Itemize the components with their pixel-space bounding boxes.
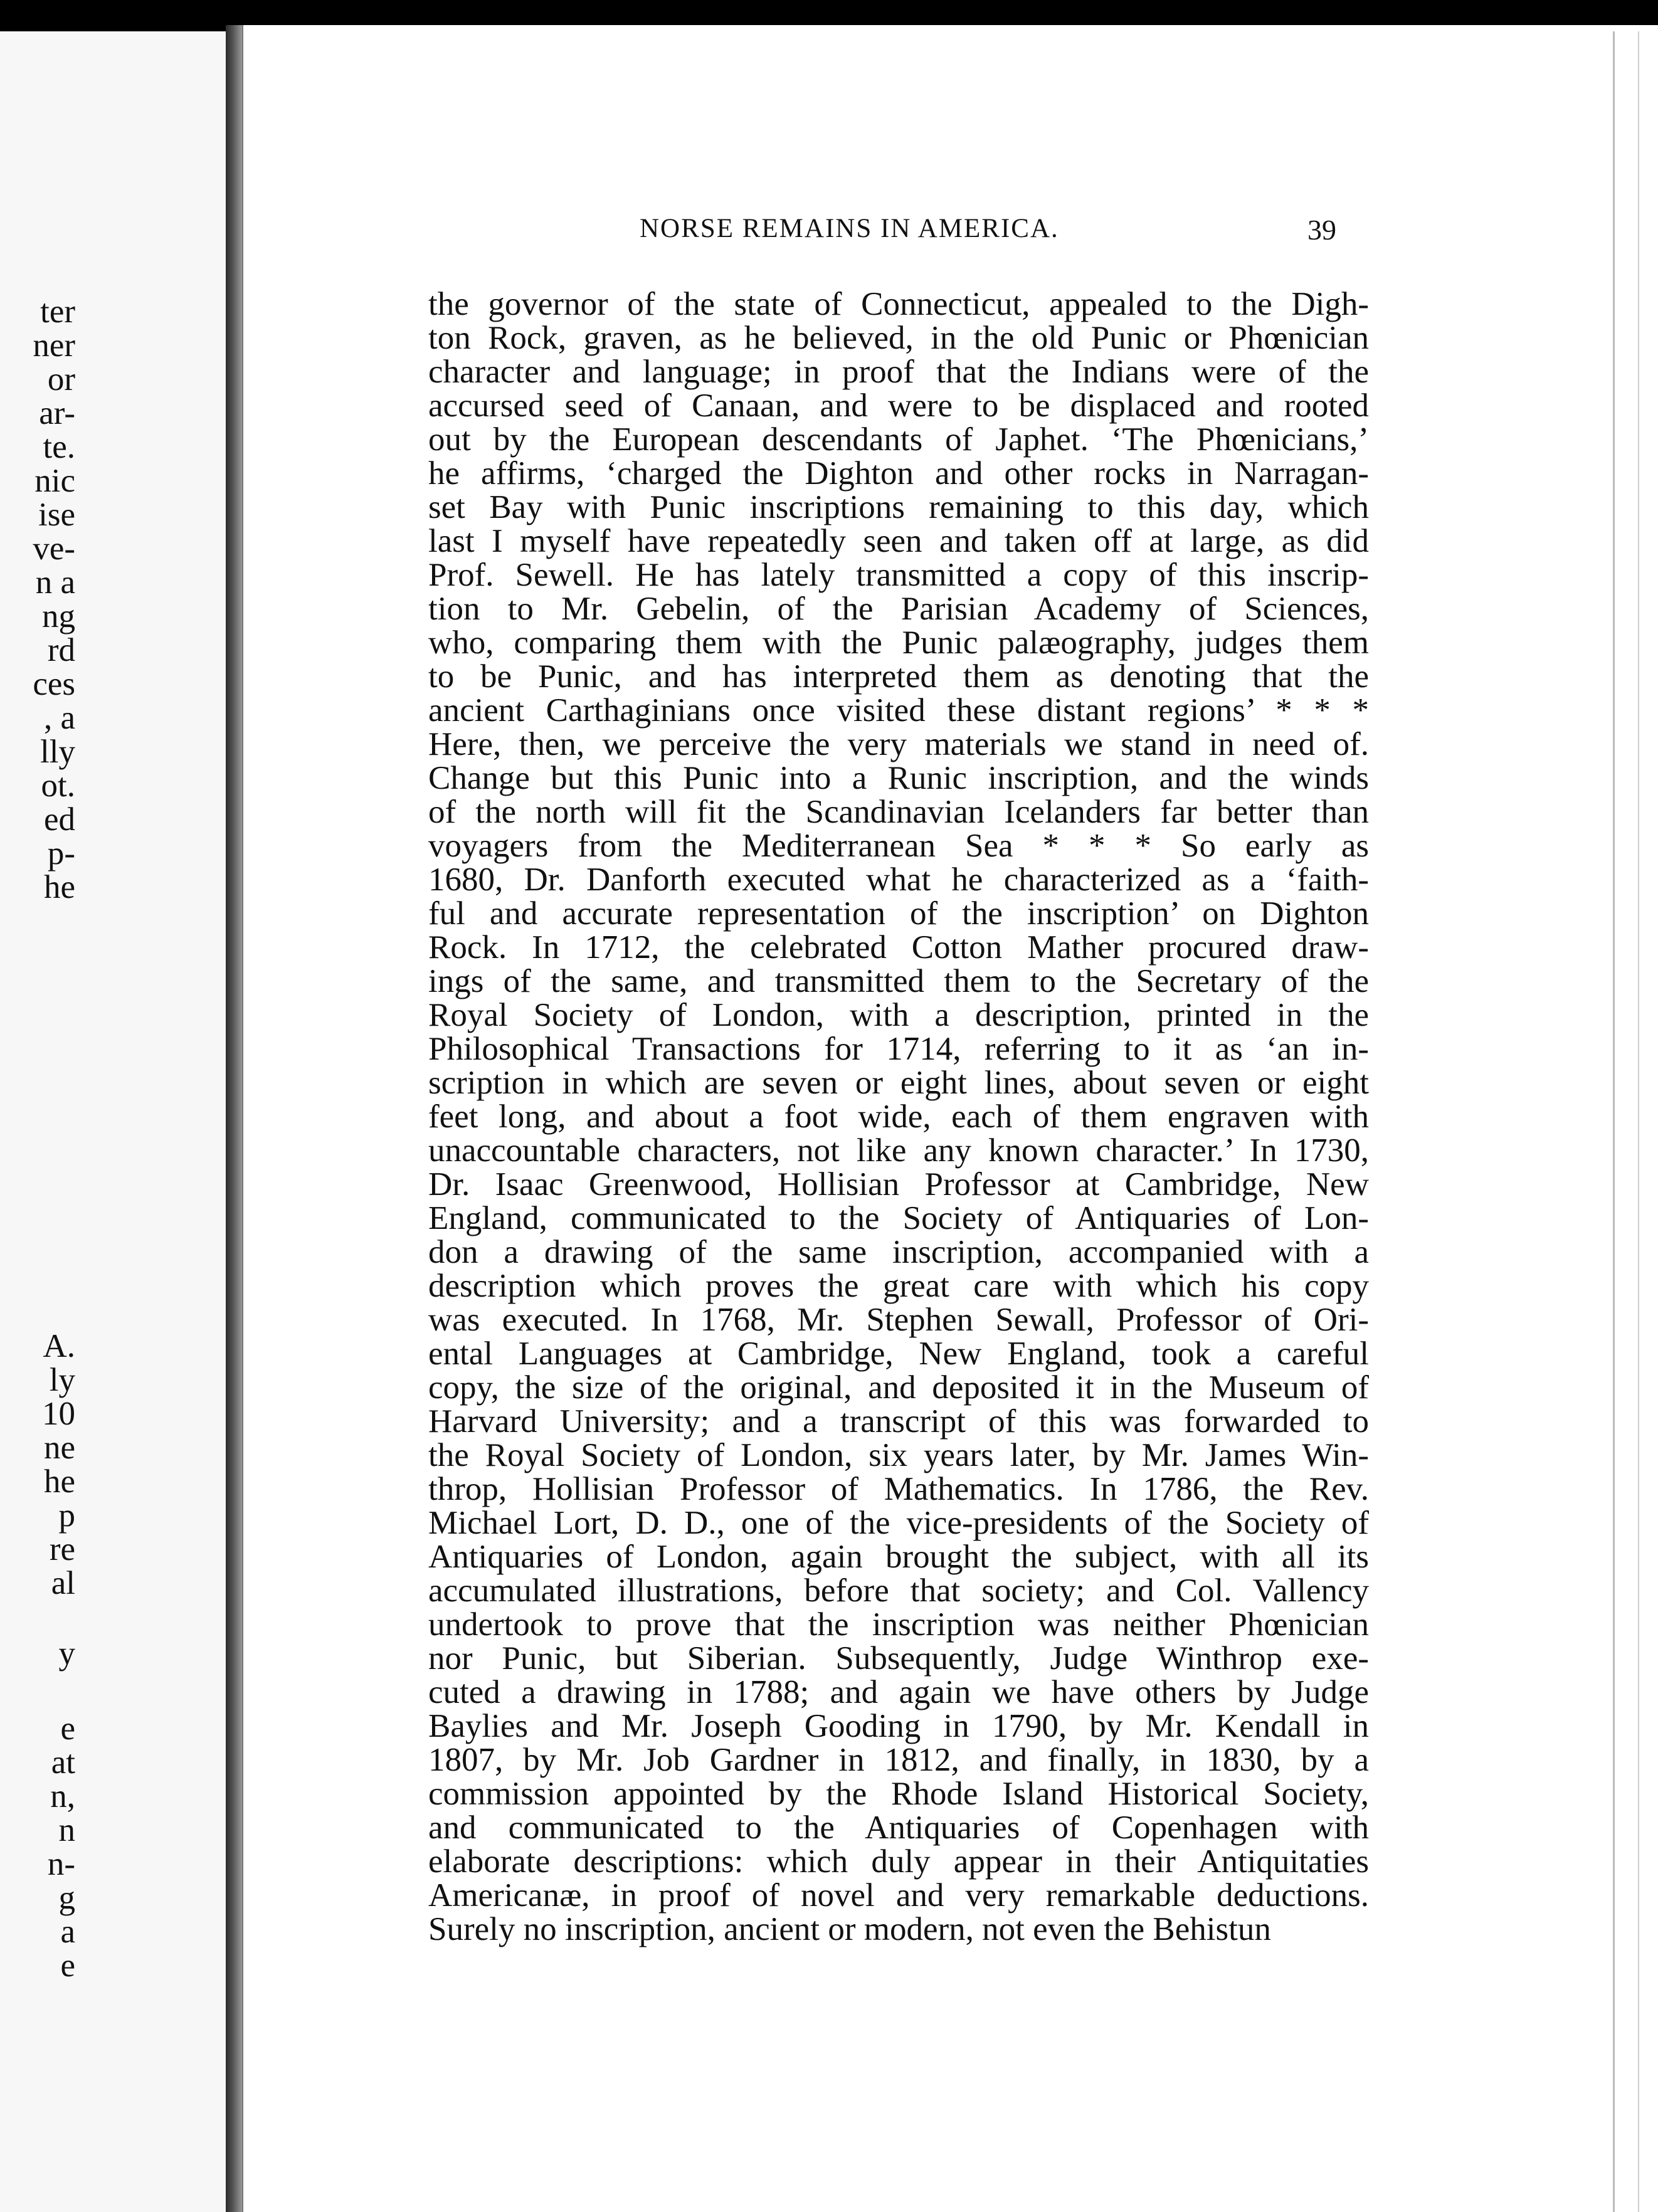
text-line: accumulated illustrations, before that society; and Col. Vallency <box>428 1572 1369 1609</box>
text-line: Prof. Sewell. He has lately transmitted a copy of this inscrip- <box>428 557 1369 593</box>
text-line: description which proves the great care with which his copy <box>428 1268 1369 1304</box>
book-gutter <box>226 25 242 2212</box>
prev-page-fragment: nic <box>34 463 75 499</box>
text-line: England, communicated to the Society of Antiquaries of Lon- <box>428 1200 1369 1236</box>
prev-page-fragment: ed <box>43 801 75 838</box>
text-line: Michael Lort, D. D., one of the vice-presidents of the Society of <box>428 1505 1369 1541</box>
prev-page-fragment: ar- <box>39 395 75 431</box>
text-line: elaborate descriptions: which duly appear in their Antiquitaties <box>428 1843 1369 1880</box>
text-line: set Bay with Punic inscriptions remaining to this day, which <box>428 489 1369 525</box>
text-line: of the north will fit the Scandinavian Icelanders far better than <box>428 794 1369 830</box>
text-line: commission appointed by the Rhode Island Historical Society, <box>428 1776 1369 1812</box>
text-line: feet long, and about a foot wide, each of them engraven with <box>428 1098 1369 1135</box>
page-number: 39 <box>1307 214 1336 246</box>
prev-page-fragment: ces <box>33 666 75 702</box>
text-line: undertook to prove that the inscription was neither Phœnician <box>428 1606 1369 1643</box>
prev-page-fragment: or <box>47 361 75 398</box>
text-line: Royal Society of London, with a description, printed in the <box>428 997 1369 1033</box>
prev-page-fragment: he <box>43 1463 75 1500</box>
running-header-title: NORSE REMAINS IN AMERICA. <box>640 214 1059 243</box>
text-line: 1680, Dr. Danforth executed what he characterized as a ‘faith- <box>428 861 1369 898</box>
prev-page-fragment: lly <box>40 734 75 770</box>
prev-page-fragment: n- <box>47 1846 75 1882</box>
text-line: Americanæ, in proof of novel and very remarkable deductions. <box>428 1877 1369 1914</box>
prev-page-fragment: a <box>60 1914 75 1950</box>
prev-page-fragment: ot. <box>41 767 75 804</box>
text-line: ful and accurate representation of the inscription’ on Dighton <box>428 895 1369 932</box>
prev-page-fragment: e <box>60 1947 75 1984</box>
text-line: and communicated to the Antiquaries of Copenhagen with <box>428 1809 1369 1846</box>
text-line: Antiquaries of London, again brought the subject, with all its <box>428 1539 1369 1575</box>
text-line: character and language; in proof that the Indians were of the <box>428 354 1369 390</box>
text-line: Here, then, we perceive the very materials we stand in need of. <box>428 726 1369 762</box>
prev-page-fragment: n, <box>50 1778 75 1814</box>
text-line: cuted a drawing in 1788; and again we have others by Judge <box>428 1674 1369 1710</box>
previous-page-edge <box>0 31 233 2212</box>
prev-page-fragment: ter <box>40 293 75 330</box>
text-line: Rock. In 1712, the celebrated Cotton Mather procured draw- <box>428 929 1369 966</box>
prev-page-fragment: n a <box>35 564 75 601</box>
text-line: he affirms, ‘charged the Dighton and other rocks in Narragan- <box>428 455 1369 492</box>
prev-page-fragment: rd <box>47 632 75 668</box>
page-edge-line <box>1638 31 1639 2212</box>
text-line: don a drawing of the same inscription, accompanied with a <box>428 1234 1369 1270</box>
text-line: Harvard University; and a transcript of this was forwarded to <box>428 1403 1369 1440</box>
text-line: ental Languages at Cambridge, New England, took a careful <box>428 1335 1369 1372</box>
prev-page-fragment: te. <box>43 429 75 465</box>
text-line: Philosophical Transactions for 1714, referring to it as ‘an in- <box>428 1031 1369 1067</box>
prev-page-fragment: ne <box>43 1430 75 1466</box>
text-line: scription in which are seven or eight lines, about seven or eight <box>428 1065 1369 1101</box>
prev-page-fragment: y <box>58 1635 75 1672</box>
text-line: ings of the same, and transmitted them to the Secretary of the <box>428 963 1369 999</box>
prev-page-fragment: , a <box>43 700 75 736</box>
text-line: throp, Hollisian Professor of Mathematics. In 1786, the Rev. <box>428 1471 1369 1507</box>
text-line: nor Punic, but Siberian. Subsequently, Judge Winthrop exe- <box>428 1640 1369 1677</box>
prev-page-fragment: p <box>58 1497 75 1534</box>
prev-page-fragment: ve- <box>33 530 75 567</box>
text-line: copy, the size of the original, and deposited it in the Museum of <box>428 1369 1369 1406</box>
text-line: Baylies and Mr. Joseph Gooding in 1790, by Mr. Kendall in <box>428 1708 1369 1744</box>
text-line: tion to Mr. Gebelin, of the Parisian Academy of Sciences, <box>428 591 1369 627</box>
text-line: last I myself have repeatedly seen and taken off at large, as did <box>428 523 1369 559</box>
prev-page-fragment: g <box>58 1880 75 1916</box>
body-text <box>428 287 1369 1946</box>
prev-page-fragment: re <box>49 1531 75 1567</box>
text-line: out by the European descendants of Japhet. ‘The Phœnicians,’ <box>428 421 1369 458</box>
prev-page-fragment: n <box>58 1812 75 1848</box>
prev-page-fragment: he <box>43 869 75 905</box>
prev-page-fragment: p- <box>47 835 75 872</box>
text-line: voyagers from the Mediterranean Sea * * * So early as <box>428 828 1369 864</box>
text-line: unaccountable characters, not like any known character.’ In 1730, <box>428 1132 1369 1169</box>
text-line: to be Punic, and has interpreted them as denoting that the <box>428 658 1369 695</box>
page-edge-line <box>1613 31 1615 2212</box>
prev-page-fragment: ng <box>42 598 75 635</box>
prev-page-fragment: ly <box>49 1362 75 1398</box>
prev-page-fragment: ner <box>33 327 75 364</box>
text-line: was executed. In 1768, Mr. Stephen Sewall, Professor of Ori- <box>428 1302 1369 1338</box>
prev-page-fragment: e <box>60 1710 75 1747</box>
text-line: the governor of the state of Connecticut, appealed to the Digh- <box>428 286 1369 322</box>
text-line: the Royal Society of London, six years later, by Mr. James Win- <box>428 1437 1369 1473</box>
text-line: who, comparing them with the Punic palæography, judges them <box>428 624 1369 661</box>
prev-page-fragment: A. <box>43 1328 75 1364</box>
prev-page-fragment: 10 <box>42 1396 75 1432</box>
prev-page-fragment: ise <box>38 497 75 533</box>
text-line: Change but this Punic into a Runic inscription, and the winds <box>428 760 1369 796</box>
text-line: ancient Carthaginians once visited these distant regions’ * * * <box>428 692 1369 729</box>
text-line: ton Rock, graven, as he believed, in the old Punic or Phœnician <box>428 320 1369 356</box>
text-line: Surely no inscription, ancient or modern, not even the Behistun <box>428 1911 1271 1947</box>
prev-page-fragment: at <box>51 1744 75 1781</box>
text-line: 1807, by Mr. Job Gardner in 1812, and finally, in 1830, by a <box>428 1742 1369 1778</box>
text-line: accursed seed of Canaan, and were to be displaced and rooted <box>428 387 1369 424</box>
text-line: Dr. Isaac Greenwood, Hollisian Professor at Cambridge, New <box>428 1166 1369 1203</box>
prev-page-fragment: al <box>51 1565 75 1601</box>
